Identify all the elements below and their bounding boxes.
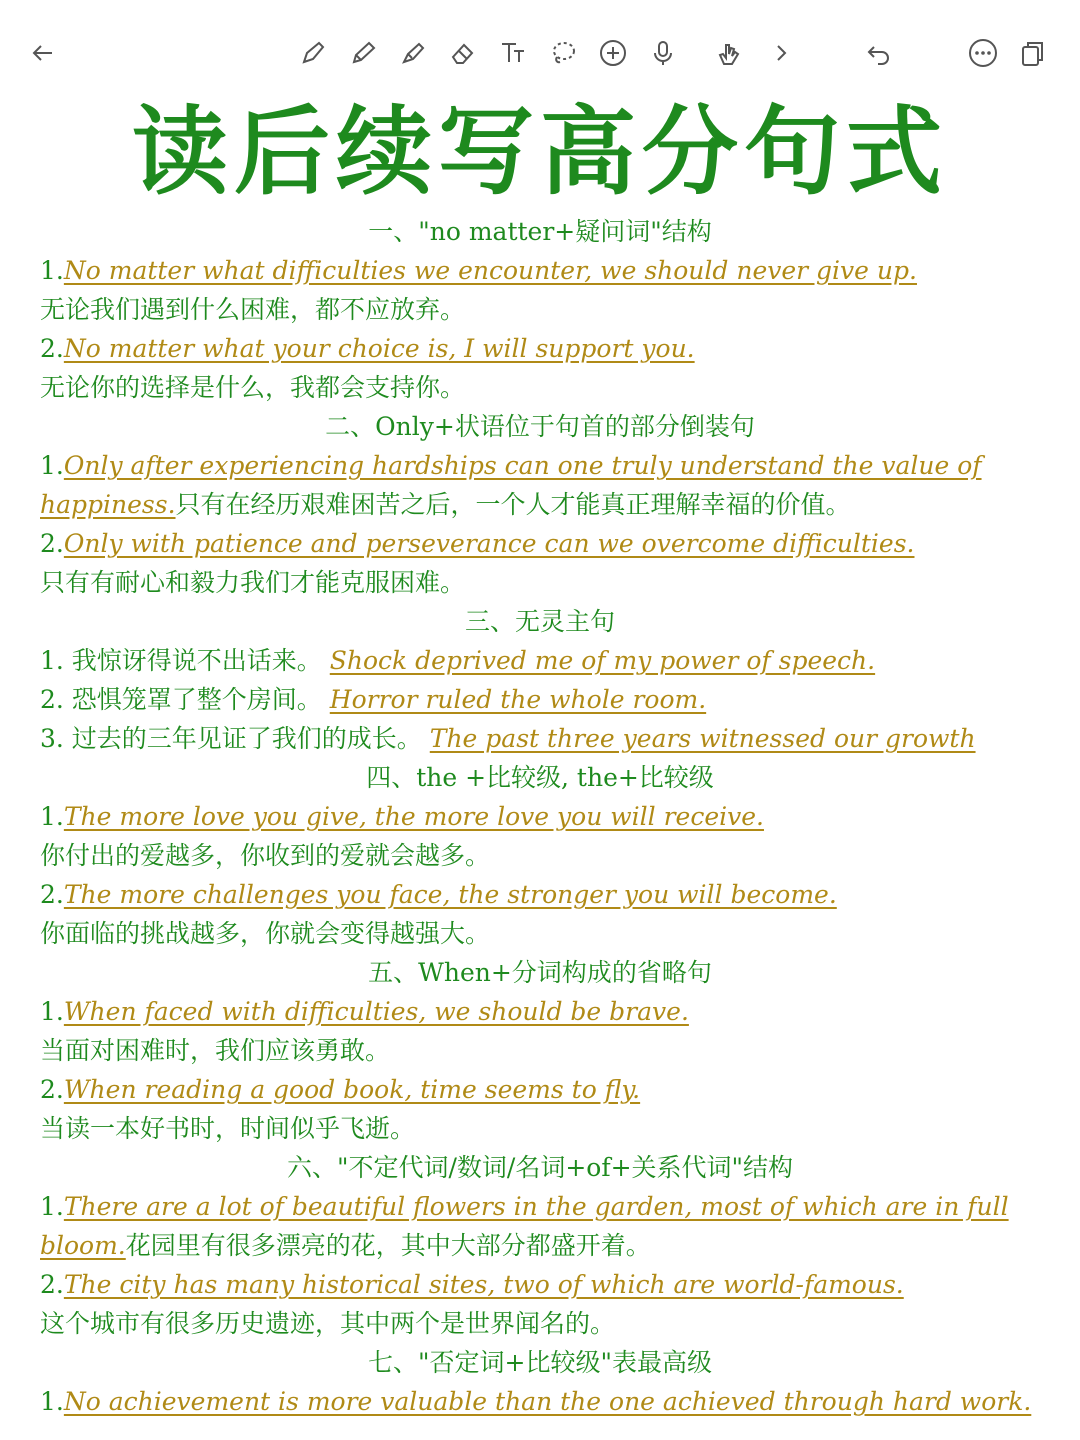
example-sentence — [40, 1382, 1040, 1421]
chinese-translation: 你付出的爱越多，你收到的爱就会越多。 — [40, 841, 491, 870]
section-heading: 七、"否定词+比较级"表最高级 — [368, 1348, 712, 1377]
pen-icon[interactable] — [296, 36, 330, 70]
example-sentence — [40, 680, 1040, 719]
english-sentence: No matter what your choice is, I will support you. — [63, 334, 695, 363]
undo-icon[interactable] — [862, 36, 896, 70]
chinese-translation: 只有有耐心和毅力我们才能克服困难。 — [40, 568, 466, 597]
chinese-translation: 花园里有很多漂亮的花，其中大部分都盛开着。 — [125, 1231, 651, 1260]
lasso-icon[interactable] — [546, 36, 580, 70]
example-sentence — [40, 1187, 1040, 1226]
example-sentence — [40, 875, 1040, 914]
english-sentence: When faced with difficulties, we should be brave. — [63, 997, 689, 1026]
more-icon[interactable] — [966, 36, 1000, 70]
add-icon[interactable] — [596, 36, 630, 70]
example-sentence — [40, 251, 1040, 290]
chevron-right-icon[interactable] — [764, 36, 798, 70]
eraser-icon[interactable] — [446, 36, 480, 70]
text-tool-icon[interactable] — [496, 36, 530, 70]
english-sentence: The past three years witnessed our growth — [429, 724, 976, 753]
chinese-translation: 这个城市有很多历史遗迹，其中两个是世界闻名的。 — [40, 1309, 616, 1338]
item-number: 2. — [40, 529, 64, 558]
toolbar — [0, 0, 1080, 100]
example-sentence — [40, 524, 1040, 563]
chinese-translation: 无论你的选择是什么，我都会支持你。 — [40, 373, 466, 402]
back-arrow-icon[interactable] — [26, 36, 60, 70]
example-sentence-continued — [40, 1226, 1040, 1265]
example-sentence — [40, 1265, 1040, 1304]
example-sentence — [40, 719, 1040, 758]
example-sentence — [40, 1070, 1040, 1109]
chinese-sentence: 3. 过去的三年见证了我们的成长。 — [40, 724, 422, 753]
section-heading: 二、Only+状语位于句首的部分倒装句 — [325, 412, 755, 441]
example-sentence-continued — [40, 485, 1040, 524]
english-sentence: Horror ruled the whole room. — [329, 685, 707, 714]
item-number: 2. — [40, 334, 64, 363]
chinese-translation: 当读一本好书时，时间似乎飞逝。 — [40, 1114, 416, 1143]
item-number: 1. — [40, 1387, 64, 1416]
english-sentence: When reading a good book, time seems to fly. — [63, 1075, 641, 1104]
english-sentence: Only with patience and perseverance can we overcome difficulties. — [63, 529, 915, 558]
example-sentence — [40, 446, 1040, 485]
english-sentence: No achievement is more valuable than the one achieved through hard work. — [63, 1387, 1032, 1416]
chinese-translation: 无论我们遇到什么困难，都不应放弃。 — [40, 295, 466, 324]
example-sentence — [40, 641, 1040, 680]
highlighter-icon[interactable] — [396, 36, 430, 70]
english-sentence: Only after experiencing hardships can one truly understand the value of — [63, 451, 982, 480]
section-heading: 五、When+分词构成的省略句 — [368, 958, 712, 987]
english-sentence: bloom. — [40, 1231, 126, 1260]
section-heading: 一、"no matter+疑问词"结构 — [368, 217, 712, 246]
english-sentence: No matter what difficulties we encounter, we should never give up. — [63, 256, 917, 285]
hand-gesture-icon[interactable] — [712, 36, 746, 70]
item-number: 1. — [40, 256, 64, 285]
pages-icon[interactable] — [1016, 36, 1050, 70]
note-content — [40, 212, 1040, 1421]
pencil-icon[interactable] — [346, 36, 380, 70]
chinese-sentence: 2. 恐惧笼罩了整个房间。 — [40, 685, 322, 714]
english-sentence: happiness. — [40, 490, 176, 519]
english-sentence: The city has many historical sites, two of which are world-famous. — [63, 1270, 904, 1299]
item-number: 1. — [40, 997, 64, 1026]
example-sentence — [40, 329, 1040, 368]
english-sentence: The more love you give, the more love you will receive. — [63, 802, 764, 831]
example-sentence — [40, 797, 1040, 836]
item-number: 1. — [40, 451, 64, 480]
english-sentence: There are a lot of beautiful flowers in the garden, most of which are in full — [63, 1192, 1009, 1221]
chinese-sentence: 1. 我惊讶得说不出话来。 — [40, 646, 322, 675]
section-heading: 四、the +比较级, the+比较级 — [366, 763, 714, 792]
item-number: 2. — [40, 1270, 64, 1299]
chinese-translation: 你面临的挑战越多，你就会变得越强大。 — [40, 919, 491, 948]
item-number: 2. — [40, 880, 64, 909]
english-sentence: The more challenges you face, the stronger you will become. — [63, 880, 837, 909]
chinese-translation: 当面对困难时，我们应该勇敢。 — [40, 1036, 391, 1065]
section-heading: 六、"不定代词/数词/名词+of+关系代词"结构 — [286, 1153, 794, 1182]
page-title: 读后续写高分句式 — [132, 95, 948, 208]
item-number: 1. — [40, 802, 64, 831]
english-sentence: Shock deprived me of my power of speech. — [329, 646, 876, 675]
item-number: 1. — [40, 1192, 64, 1221]
item-number: 2. — [40, 1075, 64, 1104]
section-heading: 三、无灵主句 — [464, 607, 615, 636]
chinese-translation: 只有在经历艰难困苦之后，一个人才能真正理解幸福的价值。 — [175, 490, 851, 519]
example-sentence — [40, 992, 1040, 1031]
microphone-icon[interactable] — [646, 36, 680, 70]
